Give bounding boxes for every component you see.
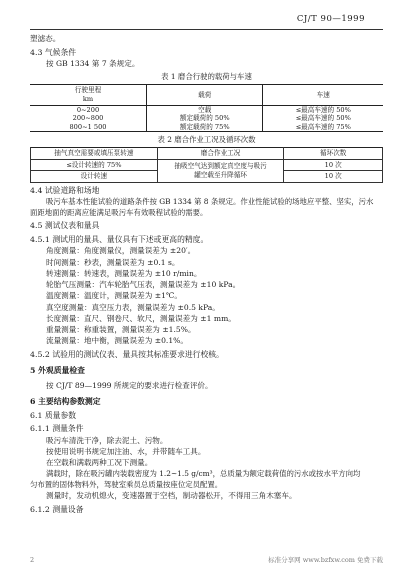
paragraph: 塑滤态。	[30, 34, 61, 44]
section-heading: 5 外观质量检查	[30, 366, 85, 376]
list-item: 测量时，发动机熄火，变速器置于空档，制动器松开，不得用三角木塞车。	[46, 491, 297, 501]
table-cell: 10 次	[284, 159, 383, 171]
paragraph: 满载时，除在吸污罐内装载密度为 1.2~1.5 g/cm³，总质量为额定载荷值的污水或按水平方向均	[46, 469, 361, 479]
subsection-heading: 6.1.2 测量设备	[30, 504, 84, 514]
section-heading: 6 主要结构参数测定	[30, 397, 101, 406]
paragraph: 按 GB 1334 第 7 条规定。	[46, 59, 140, 69]
table-row	[30, 123, 383, 132]
list-item: 按使用说明书规定加注油、水，并带随车工具。	[46, 446, 206, 456]
table-cell: ≤最高车速的 50%	[263, 105, 383, 114]
table-header-cell: 车速	[263, 85, 383, 105]
list-item: 角度测量：角度测量仪，测量误差为 ±20′。	[46, 246, 196, 256]
list-item: 重量测量：称重装置，测量误差为 ±1.5%。	[46, 325, 196, 335]
watermark-text: 标准分享网 www.bzfxw.com 免费下载	[268, 556, 383, 564]
table-break-in-load-speed	[30, 84, 383, 132]
page-number: 2	[30, 556, 35, 564]
table-row	[31, 159, 383, 171]
section-heading: 4.5 测试仪表和量具	[30, 221, 100, 231]
standard-code-header: CJ/T 90—1999	[296, 14, 365, 24]
list-item: 温度测量：温度计，测量误差为 ±1℃。	[46, 291, 183, 301]
list-item: 时间测量：秒表，测量误差为 ±0.1 s。	[46, 257, 180, 267]
table-cell: 0~200	[76, 105, 100, 114]
table-header-cell: 磨合作业工况	[157, 148, 284, 160]
table-cell: ≤设计转速的 75%	[31, 159, 158, 171]
table-break-in-cycles	[30, 147, 383, 183]
table-cell: 800~1 500	[69, 122, 107, 131]
list-item: 轮胎气压测量：汽车轮胎气压表，测量误差为 ±10 kPa。	[46, 280, 241, 290]
list-item: 真空度测量：真空压力表，测量误差为 ±0.5 kPa。	[46, 302, 220, 312]
subsection-heading: 4.5.2 试验用的测试仪表、量具按其标准要求进行校核。	[30, 349, 224, 359]
list-item: 转速测量：转速表，测量误差为 ±10 r/min。	[46, 268, 202, 278]
table-cell: 空载	[146, 105, 262, 114]
table-cell: 设计转速	[31, 171, 158, 183]
list-item: 流量测量：地中衡，测量误差为 ±0.1%。	[46, 336, 188, 346]
subsection-heading: 6.1 质量参数	[30, 410, 77, 420]
table-cell: 额定载荷的 50%	[146, 114, 262, 123]
table-header-cell: 循环次数	[284, 148, 383, 160]
section-heading: 4.4 试验道路和场地	[30, 185, 100, 195]
section-heading: 4.3 气候条件	[30, 47, 77, 57]
paragraph: 匀布置的固体物料外，驾驶室乘员总质量按座位定员配置。	[30, 480, 223, 490]
table-header-cell: 抽气真空需要或填压泵转速	[31, 148, 158, 160]
paragraph: 吸污车基本性能试验的道路条件按 GB 1334 第 8 条规定。作业性能试验的场地应平整、坚实，污水	[46, 197, 374, 207]
table-row	[30, 114, 383, 123]
paragraph: 按 CJ/T 89—1999 所规定的要求进行检查评价。	[46, 380, 213, 390]
list-item: 吸污车清洗干净，除去泥土、污物。	[46, 435, 168, 445]
subsection-heading: 6.1.1 测量条件	[30, 424, 84, 434]
table-header-cell: 载荷	[146, 85, 262, 105]
list-item: 在空载和满载两种工况下测量。	[46, 458, 153, 468]
table-cell: 额定载荷的 75%	[146, 123, 262, 132]
list-item: 长度测量：直尺、钢卷尺、软尺，测量误差为 ±1 mm。	[46, 313, 236, 323]
table-row	[30, 105, 383, 114]
table-header-cell: 行驶里程 km	[30, 85, 146, 105]
table-cell: ≤最高车速的 75%	[263, 123, 383, 132]
subsection-heading: 4.5.1 测试用的量具、量仪具有下述或更高的精度。	[30, 234, 209, 244]
header-rule	[30, 29, 383, 30]
table-cell: ≤最高车速的 50%	[263, 114, 383, 123]
table-caption: 表 1 磨合行驶的载荷与车速	[161, 72, 252, 82]
table-cell: 抽吸空气达到额定真空度与吸污 罐空载至升降循环	[157, 159, 284, 182]
table-caption: 表 2 磨合作业工况及循环次数	[157, 135, 256, 145]
paragraph: 面距地面的距离应能满足吸污车有效吸程试验的需要。	[30, 208, 208, 218]
table-cell: 10 次	[284, 171, 383, 183]
table-cell: 200~800	[72, 114, 104, 123]
